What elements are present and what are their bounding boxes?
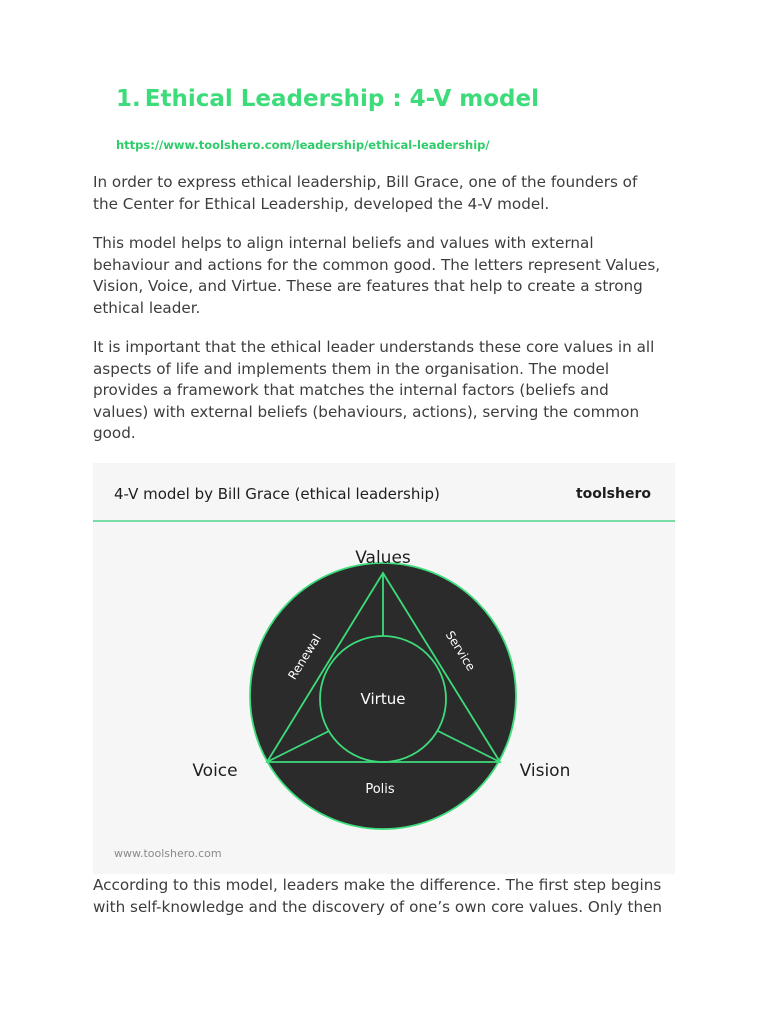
paragraph-line: aspects of life and implements them in the organisation. The model xyxy=(93,359,610,378)
paragraph-line: good. xyxy=(93,424,136,442)
paragraph-intro xyxy=(93,172,683,215)
paragraph-line: This model helps to align internal beliefs and values with external xyxy=(93,234,594,252)
figure-footer: www.toolshero.com xyxy=(114,847,222,860)
paragraph-line: According to this model, leaders make the difference. The first step begins xyxy=(93,876,662,894)
paragraph-line: Vision, Voice, and Virtue. These are features that help to create a strong xyxy=(93,277,643,295)
label-values: Values xyxy=(355,548,411,568)
article-heading xyxy=(116,86,539,112)
model-diagram xyxy=(93,463,675,874)
paragraph-line: provides a framework that matches the internal factors (beliefs and xyxy=(93,381,609,399)
paragraph-line: values) with external beliefs (behaviours, actions), serving the common xyxy=(93,402,640,421)
label-virtue: Virtue xyxy=(360,690,406,708)
model-figure xyxy=(93,463,675,874)
figure-title: 4-V model by Bill Grace (ethical leadership) xyxy=(114,485,440,503)
paragraph-line: behaviour and actions for the common good. The letters represent Values, xyxy=(93,255,661,274)
paragraph-difference xyxy=(93,875,683,918)
source-link[interactable]: https://www.toolshero.com/leadership/ethical-leadership/ xyxy=(116,138,490,152)
paragraph-line: with self-knowledge and the discovery of one’s own core values. Only then xyxy=(93,897,663,916)
label-voice: Voice xyxy=(192,761,238,781)
paragraph-line: ethical leader. xyxy=(93,298,201,317)
heading-text: Ethical Leadership : 4-V model xyxy=(144,86,539,112)
paragraph-line: It is important that the ethical leader understands these core values in all xyxy=(93,338,655,356)
paragraph-model xyxy=(93,233,683,319)
paragraph-line: the Center for Ethical Leadership, developed the 4-V model. xyxy=(93,194,550,213)
heading-number: 1. xyxy=(116,86,141,112)
paragraph-line: In order to express ethical leadership, Bill Grace, one of the founders of xyxy=(93,173,638,191)
label-service: Service xyxy=(442,628,479,674)
label-vision: Vision xyxy=(519,761,571,781)
label-renewal: Renewal xyxy=(285,631,324,683)
brand-logo: toolshero xyxy=(575,486,651,502)
paragraph-importance xyxy=(93,337,683,445)
label-polis: Polis xyxy=(365,782,395,797)
